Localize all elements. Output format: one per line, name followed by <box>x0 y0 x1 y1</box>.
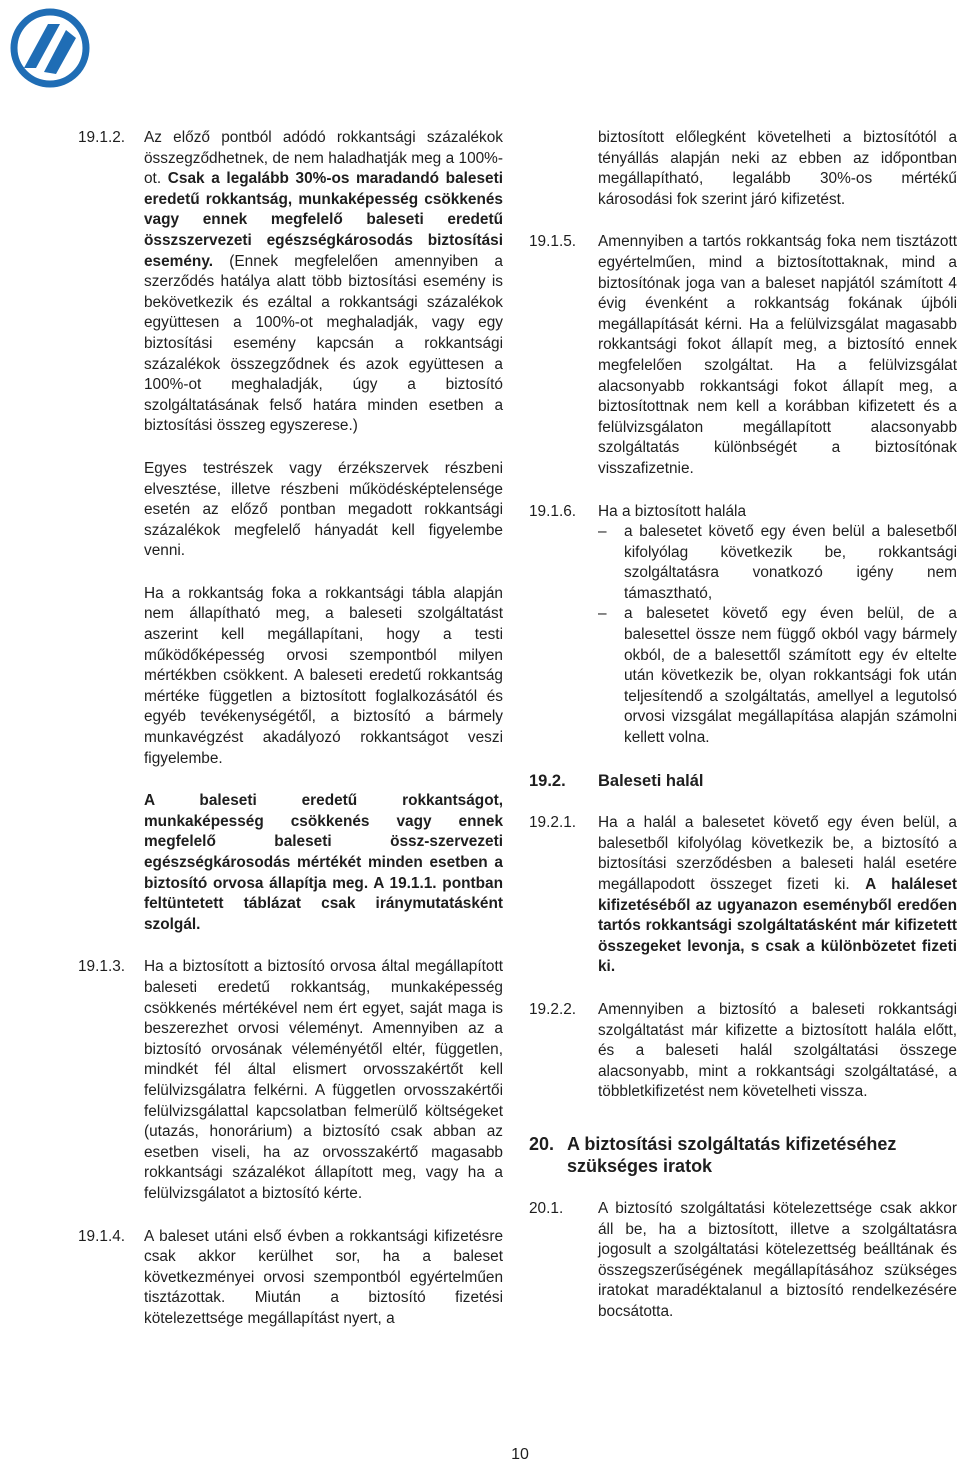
dash-text: a balesetet követő egy éven belül, de a balesettel össze nem függő okból vagy bármely okból, de a balesettől számított egy év eltelte után következik be, olyan rokkantsági fok után teljesítendő a szolgáltatás, amellyel a legutolsó orvosi vizsgálat megállapítása alapján számolni kellett volna. <box>624 605 957 747</box>
item-number: 19.2.2. <box>529 1000 577 1018</box>
item-number: 19.1.4. <box>78 1227 126 1245</box>
section-heading <box>529 771 957 792</box>
dash-list-item <box>598 604 957 748</box>
item-text: Ha a biztosított a biztosító orvosa által megállapított baleseti eredetű rokkantság, munkaképesség csökkenés mértékével nem ért egyet, saját maga is beszerezhet orvosi véleményt. Amennyiben az a biztosító orvosának véleményétől eltér, független, mindkét fél által elismert orvosszakértőt kell felülvizsgálatra felkérni. A független orvosszakértői felülvizsgálattal kapcsolatban felmerülő költségeket (utazás, honorárium) a biztosító csak abban az esetben viseli, ha az orvosszakértő magasabb rokkantsági százalékot állapított meg, vagy ha a felülvizsgálatot a biztosító kérte. <box>144 958 503 1202</box>
section-number: 19.2. <box>529 771 566 790</box>
item-19-1-6 <box>529 502 957 749</box>
paragraph: Egyes testrészek vagy érzékszervek részbeni elvesztése, illetve részbeni működésképtelensége esetén az előző pontban megadott rokkantsági százalékok megfelelő hányadát kell figyelembe venni. <box>144 459 503 560</box>
item-text: (Ennek megfelelően amennyiben a szerződés hatálya alatt több biztosítási esemény is bekövetkezik és ezáltal a rokkantsági százalékok együttesen a 100%-ot meghaladják, vagy egy biztosítási esemény kapcsán a rokkantsági százalékok összegződnek és azok együttesen a 100%-ot meghaladják, úgy a biztosító szolgáltatásának felső határa minden esetben a biztosítási összeg egyszerese.) <box>144 252 503 435</box>
bold-paragraph: A baleseti eredetű rokkantságot, munkaképesség csökkenés vagy ennek megfelelő baleseti össz-szervezeti egészségkárosodás mértékét minden esetben a biztosító orvosa állapítja meg. A 19.1.1. pontban feltüntetett táblázat csak iránymutatásként szolgál. <box>144 792 503 933</box>
item-19-2-2 <box>529 1000 957 1103</box>
item-text: Ha a halál a balesetet követő egy éven belül, a balesetből kifolyólag következik be, a biztosító a biztosítási szerződésben a baleseti halál esetére megállapodott összeget fizeti ki. <box>598 814 957 893</box>
item-text: A baleset utáni első évben a rokkantsági kifizetésre csak akkor kerülhet sor, ha a baleset következményei orvosi szempontból egyértelműen tisztázottak. Miután a biztosító fizetési kötelezettsége megállapítást nyert, a <box>144 1227 503 1327</box>
page-number: 10 <box>511 1446 529 1463</box>
chapter-title: A biztosítási szolgáltatás kifizetéséhez szükséges iratok <box>567 1133 897 1176</box>
item-number: 19.1.5. <box>529 233 577 251</box>
dash-marker: – <box>598 605 607 623</box>
dash-text: a balesetet követő egy éven belül a balesetből kifolyólag következik be, rokkantsági szolgáltatásra vonatkozó igény nem támasztható, <box>624 523 957 602</box>
item-number: 19.2.1. <box>529 814 577 832</box>
item-text: Az előző pontból adódó rokkantsági százalékok összegződhetnek, de nem haladhatják meg a 100%-ot. <box>144 129 503 188</box>
item-19-1-2 <box>78 128 503 437</box>
item-text: Amennyiben a tartós rokkantság foka nem tisztázott egyértelműen, mind a biztosítottaknak, mind a biztosítónak joga van a baleset napjától számított 4 évig évenként a rokkantság fokának újbóli megállapítását kérni. Ha a felülvizsgálat magasabb rokkantsági fokot állapít meg, a biztosító ennek megfelelően szolgáltat. Ha a felülvizsgálat alacsonyabb rokkantsági fokot állapít meg, a biztosítottnak nem kell a korábban kifizetett és a felülvizsgálaton megállapított alacsonyabb szolgáltatás különbségét a biztosítónak visszafizetnie. <box>598 233 957 477</box>
item-bold-text: A haláleset kifizetéséből az ugyanazon eseményből eredően tartós rokkantsági szolgáltatásként már kifizetett összegeket levonja, s csak a különbözetet fizeti ki. <box>598 876 957 976</box>
item-body <box>598 502 957 749</box>
item-number: 19.1.6. <box>529 502 577 520</box>
chapter-heading <box>529 1133 957 1177</box>
dash-list-item <box>598 522 957 604</box>
item-number: 19.1.3. <box>78 958 126 976</box>
item-number: 20.1. <box>529 1199 564 1217</box>
item-number: 19.1.2. <box>78 129 126 146</box>
item-19-2-1 <box>529 813 957 978</box>
item-text: Amennyiben a biztosító a baleseti rokkantsági szolgáltatást már kifizette a biztosított halála előtt, és a baleseti halál szolgáltatási összege alacsonyabb, mint a rokkantsági szolgáltatásé, a többletkifizetést nem követelheti vissza. <box>598 1000 957 1101</box>
company-logo-icon <box>10 8 90 88</box>
item-body <box>598 813 957 978</box>
section-title: Baleseti halál <box>598 771 704 790</box>
left-column <box>78 128 503 1351</box>
item-body <box>144 128 503 437</box>
right-column <box>529 128 957 1345</box>
item-19-1-5 <box>529 232 957 479</box>
item-lead: Ha a biztosított halála <box>598 502 747 520</box>
item-19-1-3 <box>78 957 503 1204</box>
item-20-1 <box>529 1199 957 1323</box>
item-text: A biztosító szolgáltatási kötelezettsége csak akkor áll be, ha a biztosított, illetve a szolgáltatásra jogosult a szolgáltatási kötelezettség beálltának és összegszerűségének megállapításához szükséges iratokat maradéktalanul a biztosító rendelkezésére bocsátotta. <box>598 1199 957 1320</box>
continued-paragraph: biztosított előlegként követelheti a biztosítótól a tényállás alapján neki az ebben az időpontban megállapítható, legalább 30%-os mértékű károsodási fok szerint járó kifizetést. <box>598 129 957 208</box>
paragraph: Ha a rokkantság foka a rokkantsági tábla alapján nem állapítható meg, a baleseti szolgáltatást aszerint kell megállapítani, hogy a testi működőképesség orvosi szempontból milyen mértékben csökkent. A baleseti eredetű rokkantság mértéke független a biztosított foglalkozásától és egyéb tevékenységétől, a biztosító a bármely munkavégzést akadályozó rokkantságot veszi figyelembe. <box>144 584 503 767</box>
item-19-1-4 <box>78 1227 503 1330</box>
dash-marker: – <box>598 523 607 541</box>
item-bold-text: Csak a legalább 30%-os maradandó baleseti eredetű rokkantság, munkaképesség csökkenés vagy ennek megfelelő baleseti eredetű összszervezeti egészségkárosodás biztosítási esemény. <box>144 170 503 270</box>
chapter-number: 20. <box>529 1133 555 1154</box>
